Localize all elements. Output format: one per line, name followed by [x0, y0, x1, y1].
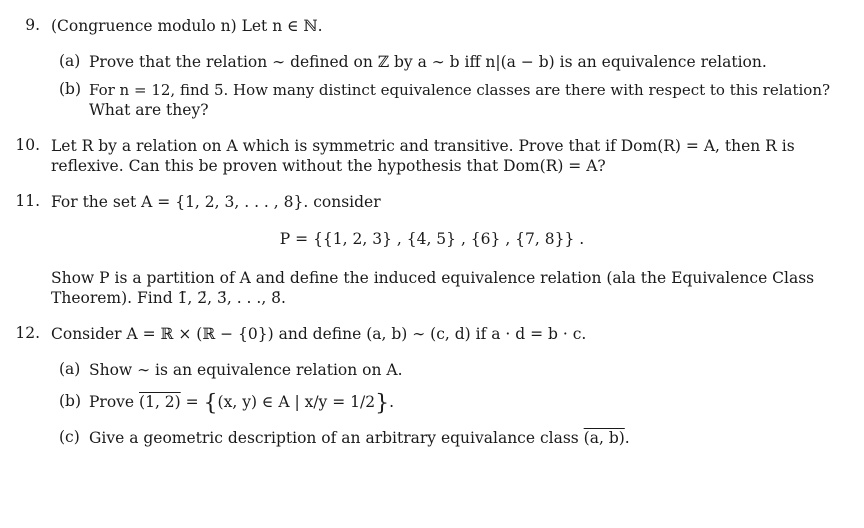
- part-label: (c): [59, 428, 80, 446]
- problem-line: Let R by a relation on A which is symmetric and transitive. Prove that if Dom(R) = A, then R is: [51, 137, 795, 155]
- part-label: (a): [59, 52, 81, 70]
- overlined-class: (1, 2): [139, 393, 181, 411]
- problem-number: 11.: [15, 192, 40, 210]
- equals: =: [180, 393, 204, 411]
- problem-line: Show P is a partition of A and define the induced equivalence relation (ala the Equivalence Class: [51, 269, 815, 287]
- part-text-pre: Prove: [89, 393, 140, 411]
- display-equation: P = {{1, 2, 3} , {4, 5} , {6} , {7, 8}} .: [279, 230, 585, 248]
- part-text: [89, 392, 394, 414]
- problem-number: 12.: [15, 324, 40, 342]
- problem-line: Theorem). Find 1̄, 2̄, 3̄, . . ., 8̄.: [51, 289, 286, 307]
- part-text: Prove that the relation ∼ defined on ℤ by a ∼ b iff n|(a − b) is an equivalence relation.: [89, 53, 767, 71]
- problem-statement: Consider A = ℝ × (ℝ − {0}) and define (a, b) ∼ (c, d) if a · d = b · c.: [51, 325, 587, 343]
- problem-statement: For the set A = {1, 2, 3, . . . , 8}. consider: [51, 193, 381, 211]
- part-text: [89, 428, 630, 448]
- left-brace: {: [203, 391, 218, 416]
- set-body: (x, y) ∈ A | x/y = 1/2: [217, 393, 376, 411]
- problem-statement: (Congruence modulo n) Let n ∈ ℕ.: [51, 17, 323, 35]
- part-text: For n = 12, find 5̄. How many distinct equivalence classes are there with respect to this relation?: [89, 81, 831, 99]
- part-text-continued: What are they?: [89, 101, 209, 119]
- part-text-main: Give a geometric description of an arbitrary equivalance class: [89, 429, 584, 447]
- part-label: (b): [59, 80, 82, 98]
- right-brace: }: [375, 391, 390, 416]
- overlined-class: (a, b): [583, 429, 625, 447]
- problem-line: reflexive. Can this be proven without the hypothesis that Dom(R) = A?: [51, 157, 606, 175]
- part-text-end: .: [624, 429, 630, 447]
- part-text: Show ∼ is an equivalence relation on A.: [89, 361, 403, 379]
- problem-number: 9.: [25, 16, 40, 34]
- part-text-end: .: [389, 393, 395, 411]
- part-label: (b): [59, 392, 82, 410]
- problem-number: 10.: [15, 136, 40, 154]
- part-label: (a): [59, 360, 81, 378]
